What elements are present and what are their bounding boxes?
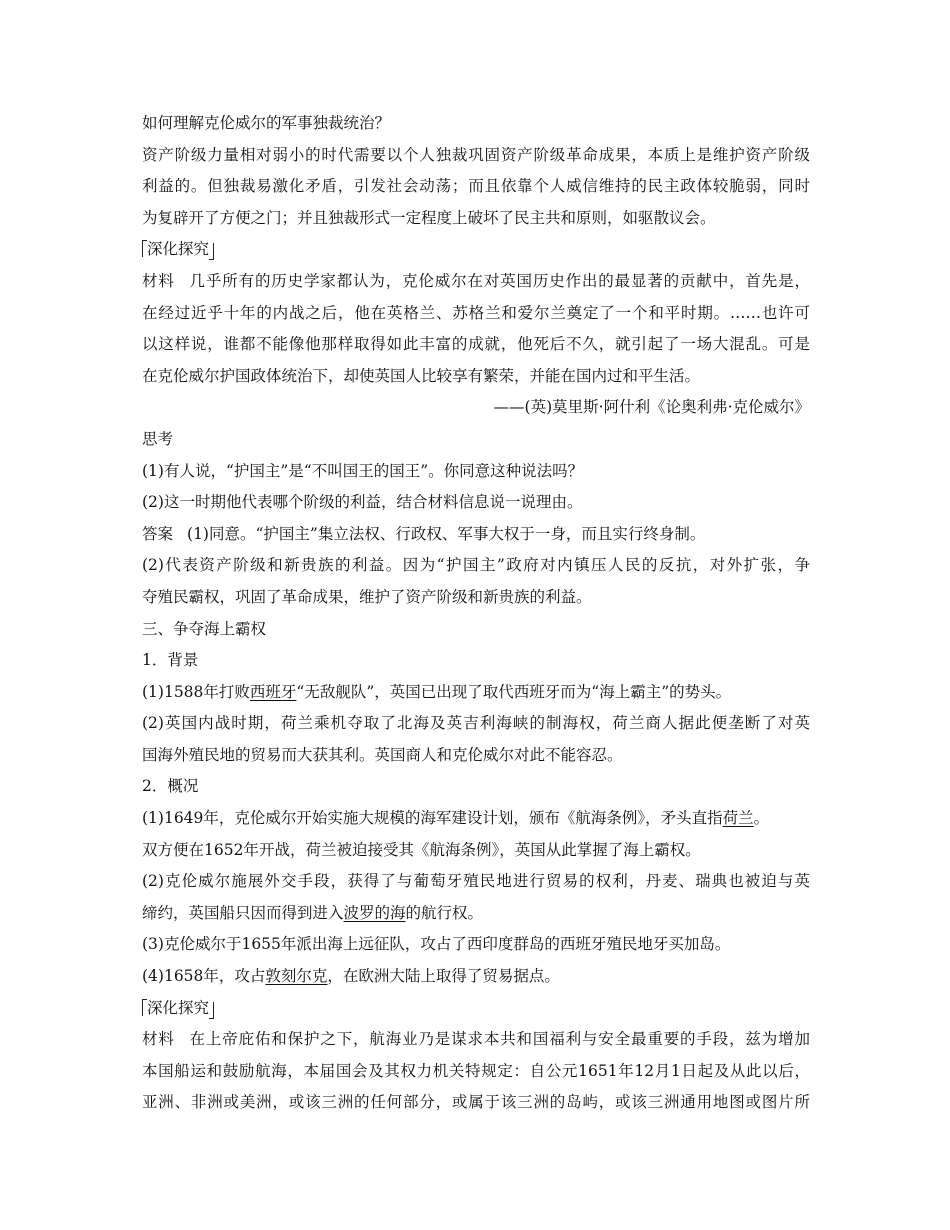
think-label: 思考 <box>142 429 174 448</box>
subsection-heading: 1．背景 <box>142 651 199 670</box>
document-body <box>142 108 810 1119</box>
inquiry-tag: 深化探究 <box>142 998 214 1018</box>
list-item-cont: 双方便在1652年开战，荷兰被迫接受其《航海条例》，英国从此掌握了海上霸权。 <box>142 840 701 859</box>
subsection-heading: 2．概况 <box>142 777 199 796</box>
material-text: 在上帝庇佑和保护之下，航海业乃是谋求本共和国福利与安全最重要的手段，兹为增加 <box>188 1030 810 1049</box>
question-heading: 如何理解克伦威尔的军事独裁统治？ <box>142 114 391 132</box>
think-question: (1)有人说，“护国主”是“不叫国王的国王”。你同意这种说法吗？ <box>142 461 584 480</box>
material-line: 以这样说，谁都不能像他那样取得如此丰富的成就，他死后不久，就引起了一场大混乱。可是 <box>142 335 810 354</box>
underlined-term: 荷兰 <box>722 809 754 828</box>
answer-line: 夺殖民霸权，巩固了革命成果，维护了资产阶级和新贵族的利益。 <box>142 587 592 606</box>
material-line <box>142 266 810 298</box>
text-run: (4)1658年，攻占 <box>142 967 266 986</box>
underlined-term: 波罗的海 <box>343 903 406 922</box>
text-run: 。 <box>753 809 770 828</box>
answer-line: (2)代表资产阶级和新贵族的利益。因为“护国主”政府对内镇压人民的反抗，对外扩张，争 <box>142 556 810 575</box>
list-item: (2)克伦威尔施展外交手段，获得了与葡萄牙殖民地进行贸易的权利，丹麦、瑞典也被迫与英 <box>142 872 810 891</box>
material-line: 在克伦威尔护国政体统治下，却使英国人比较享有繁荣，并能在国内过和平生活。 <box>142 366 701 385</box>
list-item <box>142 803 810 835</box>
inquiry-tag: 深化探究 <box>142 239 214 259</box>
answer-text: (1)同意。“护国主”集立法权、行政权、军事大权于一身，而且实行终身制。 <box>187 524 706 543</box>
material-line <box>142 1024 810 1056</box>
material-text: 几乎所有的历史学家都认为，克伦威尔在对英国历史作出的最显著的贡献中，首先是， <box>188 271 810 290</box>
list-item-cont <box>142 898 810 930</box>
section-title: 三、争夺海上霸权 <box>142 619 267 638</box>
think-question: (2)这一时期他代表哪个阶级的利益，结合材料信息说一说理由。 <box>142 493 583 512</box>
text-run: (1)1649年，克伦威尔开始实施大规模的海军建设计划，颁布《航海条例》，矛头直指 <box>142 809 723 828</box>
text-run: ，在欧洲大陆上取得了贸易据点。 <box>327 967 560 986</box>
text-run: (1)1588年打败 <box>142 682 250 701</box>
material-line: 本国船运和鼓励航海，本届国会及其权力机关特规定：自公元1651年12月1日起及从此以后， <box>142 1061 810 1080</box>
list-item <box>142 961 810 993</box>
answer-line: 利益的。但独裁易激化矛盾，引发社会动荡；而且依靠个人威信维持的民主政体较脆弱，同时 <box>142 177 810 196</box>
list-item: (2)英国内战时期，荷兰乘机夺取了北海及英吉利海峡的制海权，荷兰商人据此便垄断了对英 <box>142 714 810 733</box>
answer-line: 资产阶级力量相对弱小的时代需要以个人独裁巩固资产阶级革命成果，本质上是维护资产阶级 <box>142 145 810 164</box>
text-run: “无敌舰队”，英国已出现了取代西班牙而为“海上霸主”的势头。 <box>296 682 732 701</box>
material-label: 材料 <box>142 271 175 290</box>
answer-label: 答案 <box>142 524 174 543</box>
underlined-term: 西班牙 <box>249 682 297 701</box>
material-line: 在经过近乎十年的内战之后，他在英格兰、苏格兰和爱尔兰奠定了一个和平时期。……也许可 <box>142 303 810 322</box>
answer-line: 为复辟开了方便之门；并且独裁形式一定程度上破坏了民主共和原则，如驱散议会。 <box>142 208 716 227</box>
answer-row <box>142 519 810 551</box>
material-source: ——(英)莫里斯·阿什利《论奥利弗·克伦威尔》 <box>493 398 810 417</box>
material-line: 亚洲、非洲或美洲，或该三洲的任何部分，或属于该三洲的岛屿，或该三洲通用地图或图片所 <box>142 1093 810 1112</box>
material-label: 材料 <box>142 1030 175 1049</box>
underlined-term: 敦刻尔克 <box>265 967 328 986</box>
inquiry-tag-row <box>142 234 810 266</box>
list-item-cont: 国海外殖民地的贸易而大获其利。英国商人和克伦威尔对此不能容忍。 <box>142 745 623 764</box>
text-run: 缔约，英国船只因而得到进入 <box>142 903 344 922</box>
list-item: (3)克伦威尔于1655年派出海上远征队，攻占了西印度群岛的西班牙殖民地牙买加岛。 <box>142 935 731 954</box>
inquiry-tag-row <box>142 993 810 1025</box>
text-run: 的航行权。 <box>405 903 484 922</box>
list-item <box>142 677 810 709</box>
